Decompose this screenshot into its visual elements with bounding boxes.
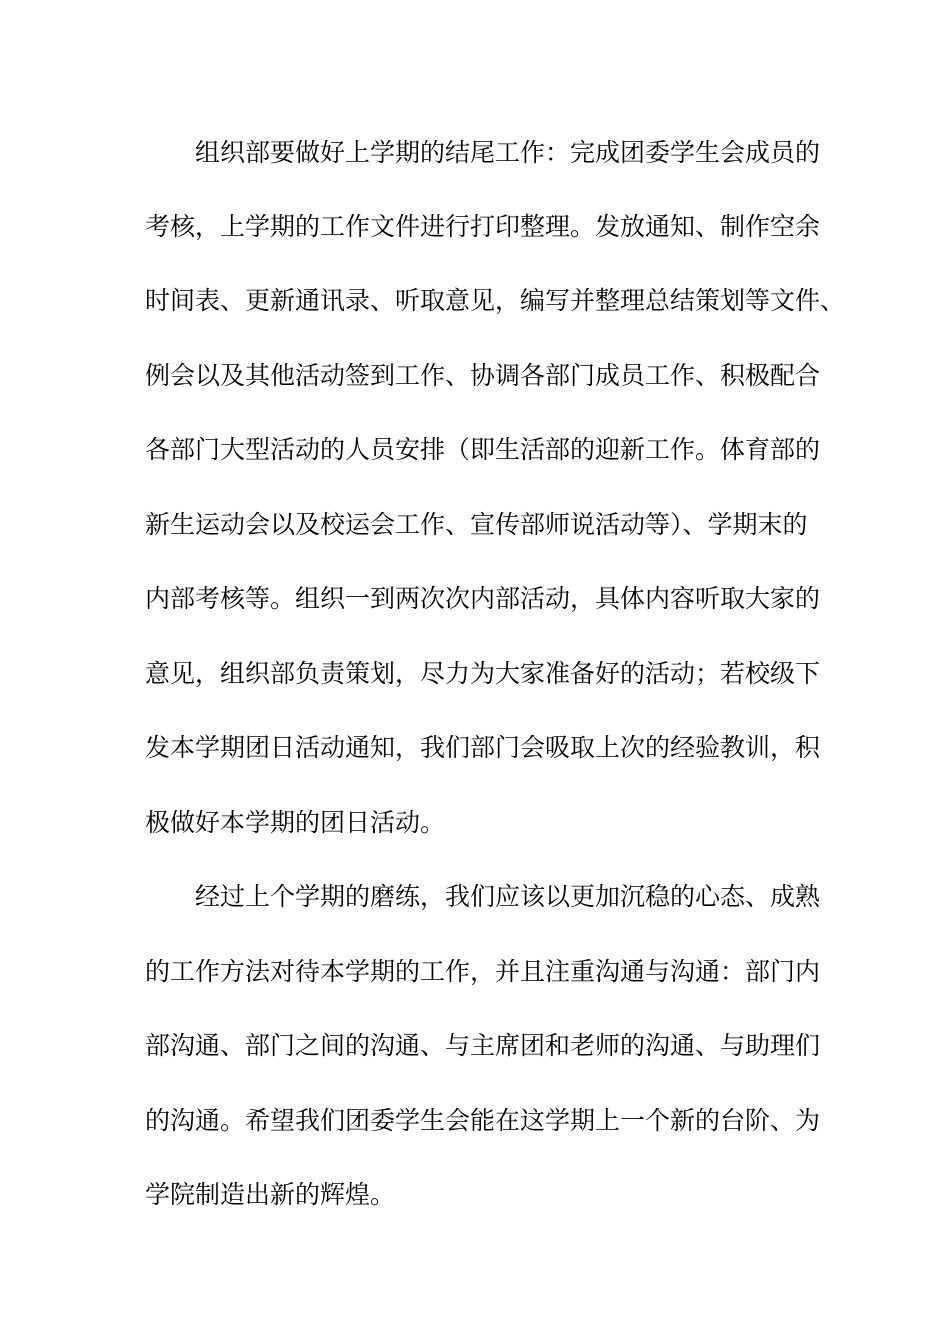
paragraph-2-line-1: 经过上个学期的磨练，我们应该以更加沉稳的心态、成熟 — [195, 882, 821, 911]
paragraph-1-line-5: 各部门大型活动的人员安排（即生活部的迎新工作。体育部的 — [145, 435, 821, 464]
paragraph-1-line-1: 组织部要做好上学期的结尾工作：完成团委学生会成员的 — [195, 138, 821, 167]
paragraph-1-line-4: 例会以及其他活动签到工作、协调各部门成员工作、积极配合 — [145, 361, 821, 390]
paragraph-1-line-6: 新生运动会以及校运会工作、宣传部师说活动等）、学期末的 — [145, 510, 808, 539]
paragraph-2-line-2: 的工作方法对待本学期的工作，并且注重沟通与沟通：部门内 — [145, 957, 821, 986]
paragraph-1-line-7: 内部考核等。组织一到两次次内部活动，具体内容听取大家的 — [145, 584, 821, 613]
paragraph-1-line-10: 极做好本学期的团日活动。 — [145, 808, 446, 837]
paragraph-1-line-9: 发本学期团日活动通知，我们部门会吸取上次的经验教训，积 — [145, 733, 821, 762]
paragraph-2-line-4: 的沟通。希望我们团委学生会能在这学期上一个新的台阶、为 — [145, 1106, 821, 1135]
paragraph-1-line-3: 时间表、更新通讯录、听取意见，编写并整理总结策划等文件、 — [145, 286, 846, 315]
paragraph-2-line-3: 部沟通、部门之间的沟通、与主席团和老师的沟通、与助理们 — [145, 1031, 821, 1060]
paragraph-1-line-8: 意见，组织部负责策划，尽力为大家准备好的活动；若校级下 — [145, 659, 821, 688]
paragraph-2-line-5: 学院制造出新的辉煌。 — [145, 1180, 396, 1209]
paragraph-1-line-2: 考核，上学期的工作文件进行打印整理。发放通知、制作空余 — [145, 212, 821, 241]
